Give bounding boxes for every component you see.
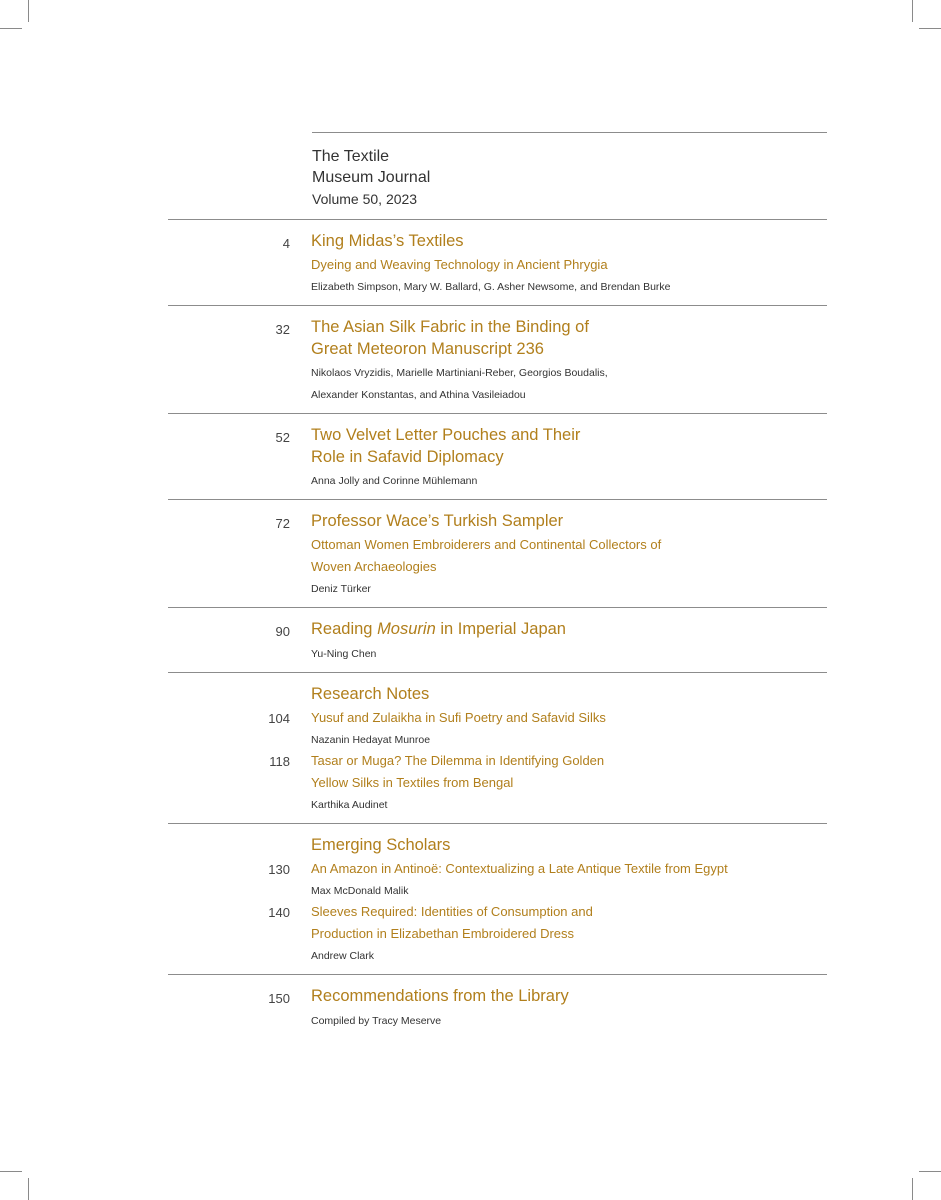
article-title[interactable]: King Midas’s Textiles [311, 232, 464, 250]
crop-mark-top-left-h [0, 28, 22, 29]
crop-mark-top-right-h [919, 28, 941, 29]
article-subtitle-line1[interactable]: Ottoman Women Embroiderers and Continental Collectors of [311, 537, 662, 552]
article-authors: Anna Jolly and Corinne Mühlemann [311, 475, 478, 487]
page-number: 4 [282, 236, 290, 251]
divider-rule [168, 974, 827, 975]
divider-rule [168, 305, 827, 306]
divider-rule [168, 413, 827, 414]
article-authors: Yu-Ning Chen [311, 648, 377, 660]
scholar-title-line1[interactable]: Sleeves Required: Identities of Consumption and [311, 904, 593, 919]
crop-mark-top-left-v [28, 0, 29, 22]
page-number: 118 [269, 754, 290, 769]
article-subtitle[interactable]: Dyeing and Weaving Technology in Ancient Phrygia [311, 257, 608, 272]
divider-rule [168, 672, 827, 673]
article-title[interactable] [311, 620, 566, 639]
crop-mark-top-right-v [912, 0, 913, 22]
page-number: 72 [275, 516, 290, 531]
library-title[interactable]: Recommendations from the Library [311, 987, 569, 1005]
section-heading-research-notes: Research Notes [311, 685, 430, 703]
note-title[interactable]: Yusuf and Zulaikha in Sufi Poetry and Safavid Silks [311, 710, 606, 725]
page-number: 104 [268, 711, 290, 726]
note-title-line2[interactable]: Yellow Silks in Textiles from Bengal [311, 775, 514, 790]
crop-mark-bottom-right-h [919, 1171, 941, 1172]
page-number: 32 [275, 322, 290, 337]
scholar-authors: Max McDonald Malik [311, 885, 409, 897]
article-authors-line2: Alexander Konstantas, and Athina Vasileiadou [311, 389, 526, 401]
journal-volume: Volume 50, 2023 [312, 191, 418, 207]
crop-mark-bottom-left-v [28, 1178, 29, 1200]
crop-mark-bottom-left-h [0, 1171, 22, 1172]
article-title-line2[interactable]: Great Meteoron Manuscript 236 [311, 340, 544, 358]
article-authors: Elizabeth Simpson, Mary W. Ballard, G. Asher Newsome, and Brendan Burke [311, 281, 671, 293]
journal-title-line1: The Textile [312, 148, 390, 165]
article-subtitle-line2[interactable]: Woven Archaeologies [311, 559, 437, 574]
masthead-rule [312, 132, 827, 133]
journal-masthead [312, 146, 430, 210]
article-authors: Deniz Türker [311, 583, 371, 595]
journal-title-line2: Museum Journal [312, 169, 431, 186]
article-title-line1[interactable]: The Asian Silk Fabric in the Binding of [311, 318, 589, 336]
article-authors-line1: Nikolaos Vryzidis, Marielle Martiniani-Reber, Georgios Boudalis, [311, 367, 608, 379]
scholar-title-line2[interactable]: Production in Elizabethan Embroidered Dress [311, 926, 575, 941]
scholar-authors: Andrew Clark [311, 950, 375, 962]
section-heading-emerging-scholars: Emerging Scholars [311, 836, 451, 854]
crop-mark-bottom-right-v [912, 1178, 913, 1200]
note-authors: Karthika Audinet [311, 799, 388, 811]
divider-rule [168, 823, 827, 824]
title-text: in Imperial Japan [435, 620, 566, 638]
title-italic-word: Mosurin [377, 620, 436, 638]
page-number: 140 [268, 905, 290, 920]
divider-rule [168, 499, 827, 500]
note-title-line1[interactable]: Tasar or Muga? The Dilemma in Identifying Golden [311, 753, 605, 768]
article-title-line1[interactable]: Two Velvet Letter Pouches and Their [311, 426, 581, 444]
page-number: 90 [275, 624, 290, 639]
divider-rule [168, 219, 827, 220]
page-number: 150 [268, 991, 290, 1006]
scholar-title[interactable]: An Amazon in Antinoë: Contextualizing a Late Antique Textile from Egypt [311, 861, 728, 876]
divider-rule [168, 607, 827, 608]
article-title-line2[interactable]: Role in Safavid Diplomacy [311, 448, 504, 466]
article-title[interactable]: Professor Wace’s Turkish Sampler [311, 512, 564, 530]
page-number: 52 [275, 430, 290, 445]
page-number: 130 [268, 862, 290, 877]
library-compiler: Compiled by Tracy Meserve [311, 1015, 442, 1027]
note-authors: Nazanin Hedayat Munroe [311, 734, 431, 746]
title-text: Reading [311, 620, 378, 638]
